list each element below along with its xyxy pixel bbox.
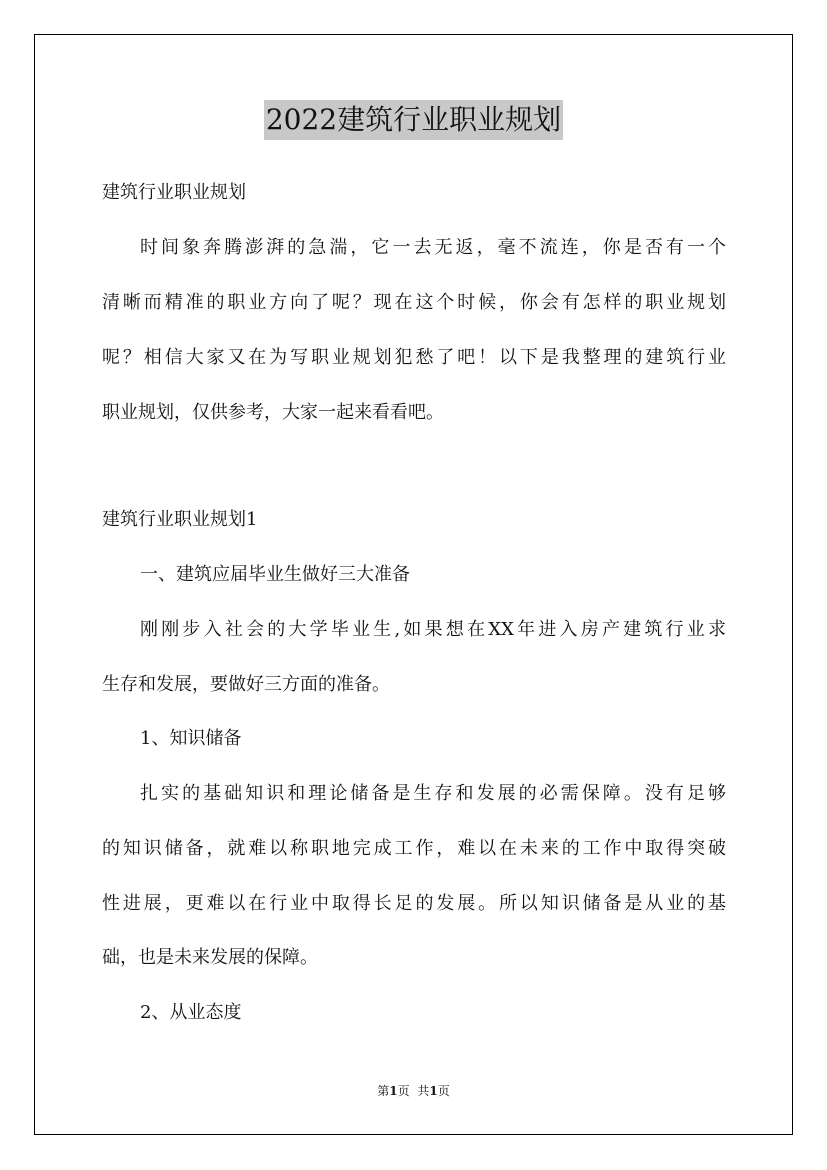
subsection-heading: 一、建筑应届毕业生做好三大准备 <box>140 564 410 585</box>
paragraph-line: 扎实的基础知识和理论储备是生存和发展的必需保障。没有足够 <box>140 783 726 804</box>
total-pages: 1 <box>429 1084 438 1098</box>
paragraph-line: 清晰而精准的职业方向了呢？现在这个时候，你会有怎样的职业规划 <box>102 292 726 313</box>
paragraph-line: 础，也是未来发展的保障。 <box>102 947 318 968</box>
paragraph-line: 呢？相信大家又在为写职业规划犯愁了吧！以下是我整理的建筑行业 <box>102 347 726 368</box>
section-heading: 建筑行业职业规划1 <box>102 509 258 530</box>
page-footer <box>0 1083 827 1099</box>
subsection-heading: 2、从业态度 <box>140 1002 242 1023</box>
title-container <box>0 100 827 140</box>
paragraph-line: 职业规划，仅供参考，大家一起来看看吧。 <box>102 402 444 423</box>
page-number: 1 <box>389 1084 398 1098</box>
paragraph-line: 生存和发展，要做好三方面的准备。 <box>102 674 390 695</box>
total-prefix: 共 <box>417 1084 430 1098</box>
paragraph-line: 的知识储备，就难以称职地完成工作，难以在未来的工作中取得突破 <box>102 838 726 859</box>
total-suffix: 页 <box>437 1084 450 1098</box>
page-label-prefix: 第 <box>377 1084 390 1098</box>
paragraph-line: 时间象奔腾澎湃的急湍，它一去无返，毫不流连，你是否有一个 <box>140 237 726 258</box>
page-label-suffix: 页 <box>397 1084 410 1098</box>
document-title: 2022建筑行业职业规划 <box>264 100 563 140</box>
section-heading: 建筑行业职业规划 <box>102 182 246 203</box>
paragraph-line: 刚刚步入社会的大学毕业生,如果想在XX年进入房产建筑行业求 <box>140 619 726 640</box>
subsection-heading: 1、知识储备 <box>140 728 242 749</box>
paragraph-line: 性进展，更难以在行业中取得长足的发展。所以知识储备是从业的基 <box>102 893 726 914</box>
